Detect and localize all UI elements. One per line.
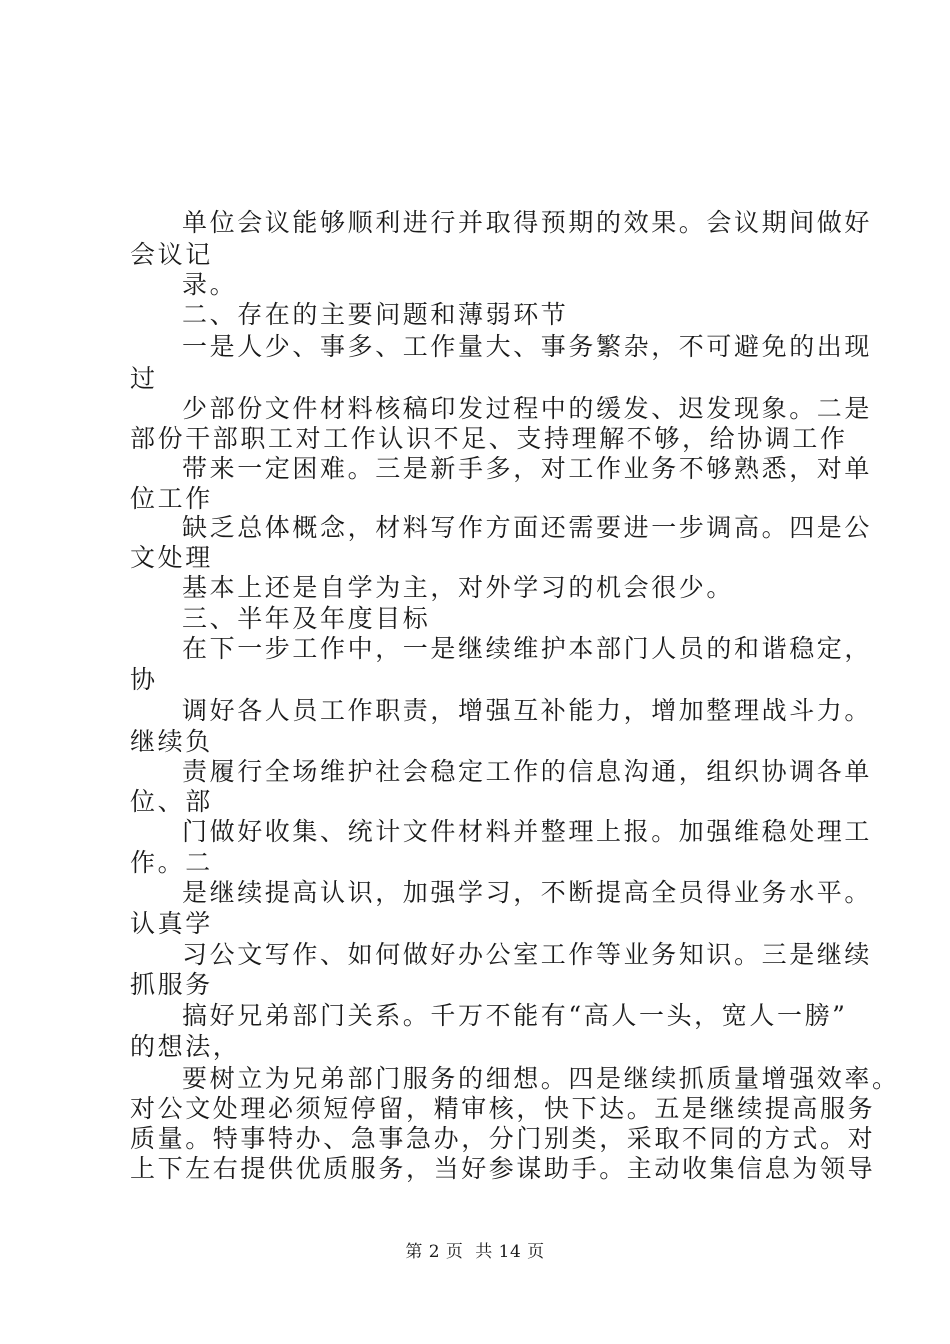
body-line: 责履行全场维护社会稳定工作的信息沟通，组织协调各单 (182, 757, 873, 786)
body-line: 要树立为兄弟部门服务的细想。四是继续抓质量增强效率。 (182, 1064, 900, 1093)
body-line: 的想法， (130, 1032, 241, 1061)
body-line: 搞好兄弟部门关系。千万不能有“高人一头，宽人一膀” (182, 1001, 848, 1030)
body-line: 缺乏总体概念，材料写作方面还需要进一步调高。四是公 (182, 513, 873, 542)
section-heading: 二、存在的主要问题和薄弱环节 (182, 300, 569, 329)
body-line: 调好各人员工作职责，增强互补能力，增加整理战斗力。 (182, 696, 873, 725)
body-line: 少部份文件材料核稿印发过程中的缓发、迟发现象。二是 (182, 394, 873, 423)
body-line: 是继续提高认识，加强学习，不断提高全员得业务水平。 (182, 878, 873, 907)
body-line: 部份干部职工对工作认识不足、支持理解不够，给协调工作 (130, 424, 848, 453)
body-line: 录。 (182, 270, 238, 299)
body-line: 继续负 (130, 727, 213, 756)
body-line: 习公文写作、如何做好办公室工作等业务知识。三是继续 (182, 940, 873, 969)
body-line: 带来一定困难。三是新手多，对工作业务不够熟悉，对单 (182, 454, 873, 483)
body-line: 作。二 (130, 848, 213, 877)
body-line: 认真学 (130, 909, 213, 938)
body-line: 抓服务 (130, 970, 213, 999)
body-line: 位工作 (130, 484, 213, 513)
body-line: 位、部 (130, 787, 213, 816)
page-number-footer: 第 2 页 共 14 页 (405, 1242, 545, 1262)
body-line: 对公文处理必须短停留，精审核，快下达。五是继续提高服务 (130, 1094, 876, 1123)
body-line: 质量。特事特办、急事急办，分门别类，采取不同的方式。对 (130, 1124, 876, 1153)
body-line: 基本上还是自学为主，对外学习的机会很少。 (182, 573, 735, 602)
body-line: 单位会议能够顺利进行并取得预期的效果。会议期间做好 (182, 208, 873, 237)
body-line: 过 (130, 364, 158, 393)
body-line: 文处理 (130, 543, 213, 572)
section-heading: 三、半年及年度目标 (182, 604, 431, 633)
body-line: 上下左右提供优质服务，当好参谋助手。主动收集信息为领导 (130, 1154, 876, 1183)
body-line: 协 (130, 665, 158, 694)
body-line: 一是人少、事多、工作量大、事务繁杂，不可避免的出现 (182, 332, 873, 361)
body-line: 门做好收集、统计文件材料并整理上报。加强维稳处理工 (182, 817, 873, 846)
body-line: 会议记 (130, 240, 213, 269)
body-line: 在下一步工作中，一是继续维护本部门人员的和谐稳定， (182, 634, 873, 663)
